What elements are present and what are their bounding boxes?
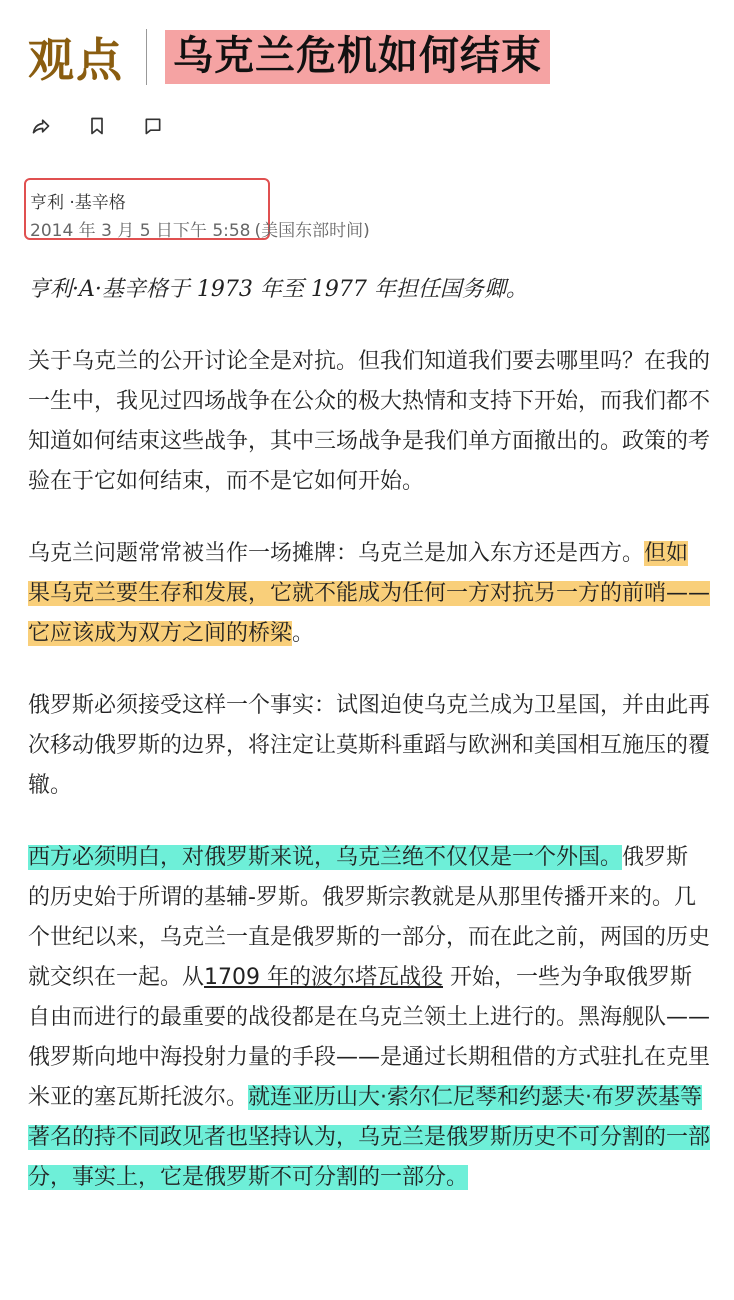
publish-date <box>30 216 370 241</box>
paragraph-4-text-2: 开始，一些为争取俄罗斯自由而进行的最重要的战役都是在乌克兰领土上进行的。黑海舰队——俄罗斯向地中海投射力量的手段——是通过长期租借的方式驻扎在克里米亚的塞瓦斯托波尔。 <box>28 965 711 1110</box>
paragraph-2-text: 乌克兰问题常常被当作一场摊牌：乌克兰是加入东方还是西方。 <box>28 541 645 566</box>
author-bio: 亨利·A·基辛格于 1973 年至 1977 年担任国务卿。 <box>28 277 528 302</box>
article-header <box>28 22 550 92</box>
article-toolbar <box>30 115 164 137</box>
paragraph-1: 关于乌克兰的公开讨论全是对抗。但我们知道我们要去哪里吗？在我的一生中，我见过四场战争在公众的极大热情和支持下开始，而我们都不知道如何结束这些战争，其中三场战争是我们单方面撤出的。政策的考验在于它如何结束，而不是它如何开始。 <box>28 349 711 494</box>
highlight-dissidents-quote: 就连亚历山大·索尔仁尼琴和约瑟夫·布罗茨基等著名的持不同政见者也坚持认为，乌克兰是俄罗斯历史不可分割的一部分，事实上，它是俄罗斯不可分割的一部分。 <box>28 1085 711 1190</box>
highlight-west-quote: 西方必须明白，对俄罗斯来说，乌克兰绝不仅仅是一个外国。 <box>28 845 623 870</box>
article-headline: 乌克兰危机如何结束 <box>165 30 550 84</box>
highlight-bridge-quote: 但如果乌克兰要生存和发展，它就不能成为任何一方对抗另一方的前哨——它应该成为双方之间的桥梁 <box>28 541 711 646</box>
article-body <box>28 270 710 1230</box>
paragraph-2-end: 。 <box>292 621 315 646</box>
comment-icon[interactable] <box>142 115 164 137</box>
author-name[interactable]: 亨利 ·基辛格 <box>30 193 126 213</box>
paragraph-2 <box>28 534 710 654</box>
paragraph-4-text: 俄罗斯的历史始于所谓的基辅-罗斯。俄罗斯宗教就是从那里传播开来的。几个世纪以来，乌克兰一直是俄罗斯的一部分，而在此之前，两国的历史就交织在一起。从 <box>28 845 711 990</box>
timezone-label: (美国东部时间) <box>254 221 370 241</box>
header-divider <box>146 29 147 85</box>
paragraph-4 <box>28 838 710 1198</box>
section-label[interactable]: 观点 <box>28 33 124 87</box>
poltava-battle-link[interactable]: 1709 年的波尔塔瓦战役 <box>204 965 443 990</box>
share-icon[interactable] <box>30 115 52 137</box>
bookmark-icon[interactable] <box>86 115 108 137</box>
publish-date-text: 2014 年 3 月 5 日下午 5:58 <box>30 221 251 241</box>
paragraph-3: 俄罗斯必须接受这样一个事实：试图迫使乌克兰成为卫星国，并由此再次移动俄罗斯的边界，将注定让莫斯科重蹈与欧洲和美国相互施压的覆辙。 <box>28 693 711 798</box>
